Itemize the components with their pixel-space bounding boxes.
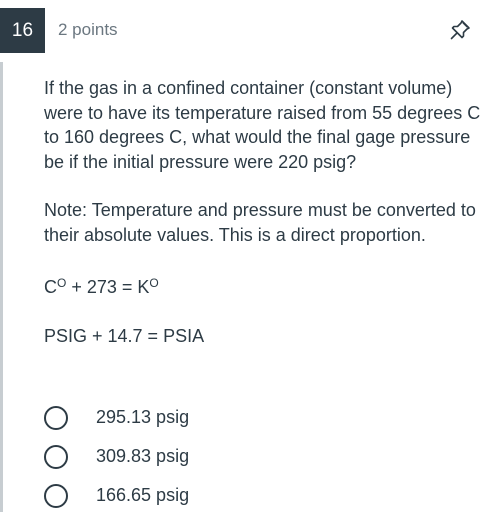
eq1-sup-left: O	[57, 276, 67, 290]
eq1-mid: + 273 = K	[66, 277, 150, 297]
question-header	[0, 0, 492, 62]
answer-label: 295.13 psig	[96, 407, 190, 427]
temperature-conversion-equation	[44, 271, 484, 300]
answer-label: 166.65 psig	[96, 485, 190, 505]
answer-label: 309.83 psig	[96, 446, 190, 466]
answer-option[interactable]	[44, 437, 474, 476]
card-left-border	[0, 62, 3, 512]
radio-button[interactable]	[44, 406, 68, 430]
eq1-sup-right: O	[149, 276, 159, 290]
question-text: If the gas in a confined container (constant volume) were to have its temperature raised from 55 degrees C to 160 degrees C, what would the final gage pressure be if the initial pressure were 220 psig?	[44, 78, 486, 172]
pin-icon[interactable]	[448, 18, 472, 42]
answer-option[interactable]	[44, 398, 474, 437]
pressure-conversion-equation: PSIG + 14.7 = PSIA	[44, 325, 205, 346]
answer-list	[44, 398, 474, 512]
radio-button[interactable]	[44, 484, 68, 508]
eq1-left: C	[44, 277, 57, 297]
answer-option[interactable]	[44, 476, 474, 512]
question-body	[44, 76, 484, 348]
question-number-badge: 16	[0, 8, 45, 53]
question-note: Note: Temperature and pressure must be converted to their absolute values. This is a direct proportion.	[44, 200, 476, 245]
radio-button[interactable]	[44, 445, 68, 469]
question-points: 2 points	[58, 20, 118, 39]
